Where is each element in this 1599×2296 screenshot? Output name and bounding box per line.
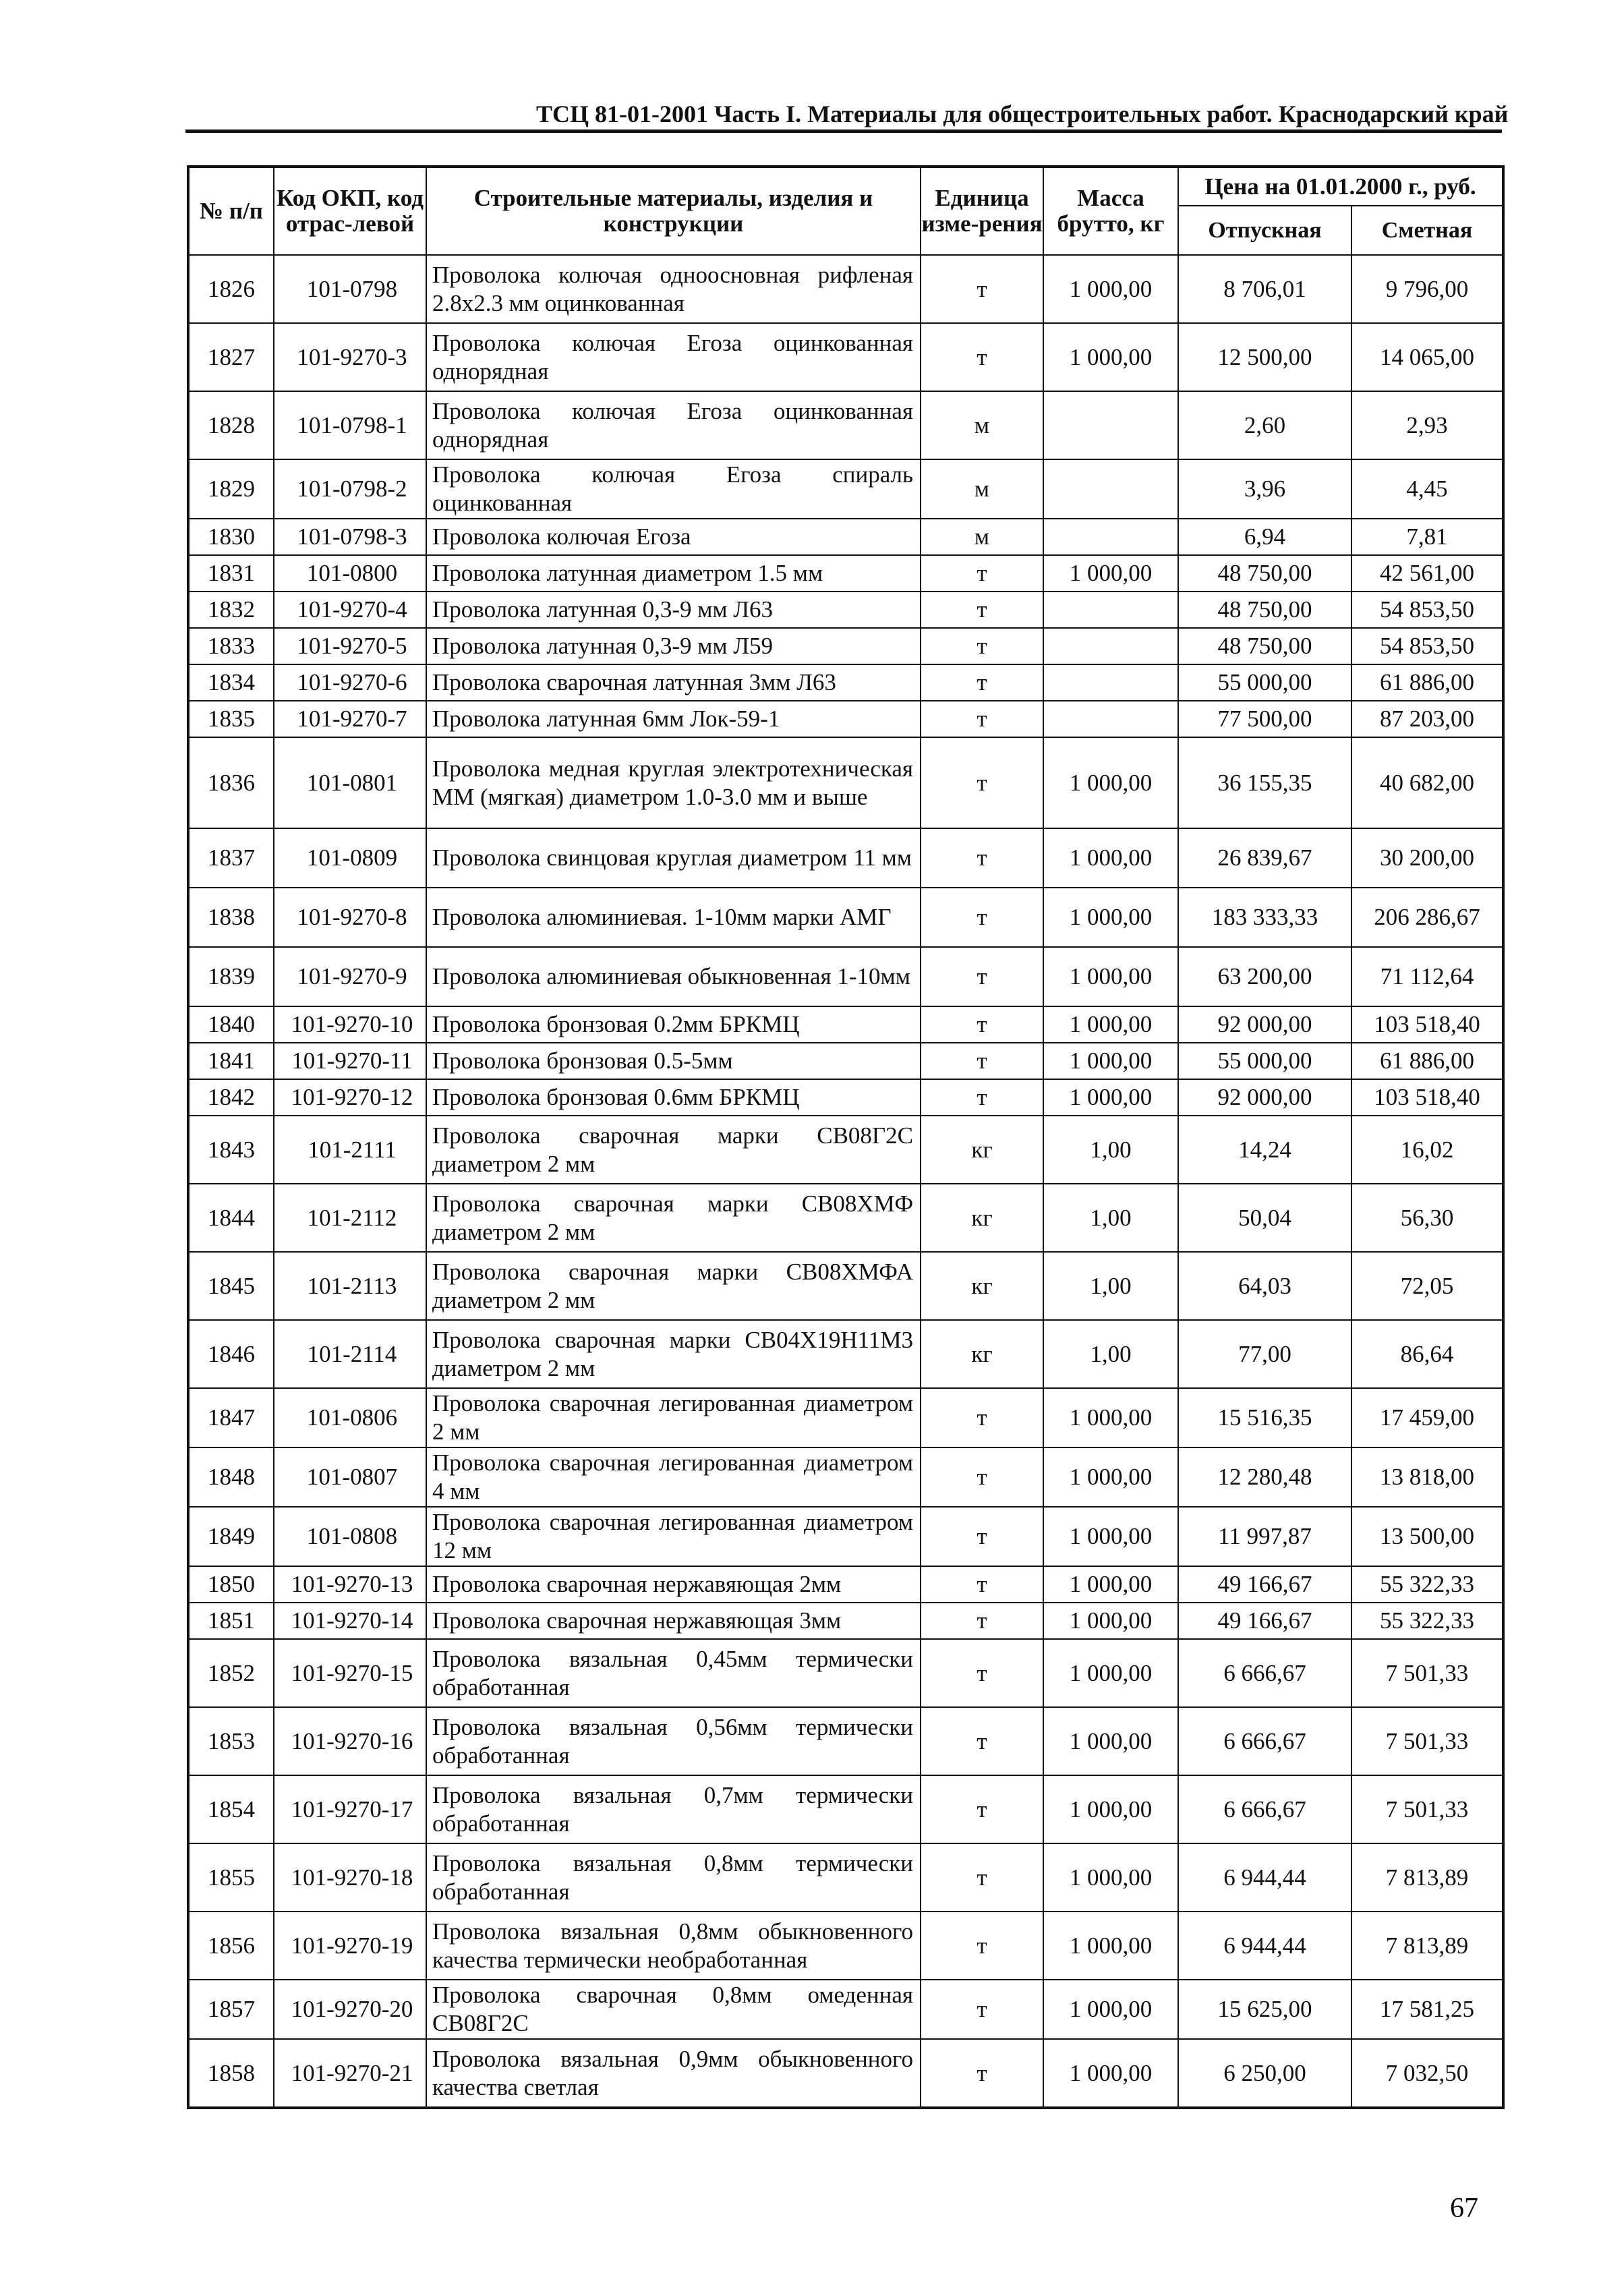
- row-mass: 1 000,00: [1043, 255, 1178, 323]
- row-mass: 1 000,00: [1043, 947, 1178, 1006]
- row-code: 101-0800: [274, 555, 426, 592]
- row-code: 101-2114: [274, 1320, 426, 1388]
- row-unit: т: [921, 888, 1043, 947]
- row-number: 1839: [188, 947, 274, 1006]
- row-unit: т: [921, 1843, 1043, 1912]
- row-mass: 1 000,00: [1043, 1006, 1178, 1043]
- row-unit: т: [921, 664, 1043, 701]
- row-name: Проволока алюминиевая обыкновенная 1-10мм: [426, 947, 921, 1006]
- table-row: [188, 519, 1503, 555]
- row-name: Проволока сварочная нержавяющая 3мм: [426, 1603, 921, 1639]
- row-mass: 1 000,00: [1043, 888, 1178, 947]
- row-mass: 1 000,00: [1043, 1043, 1178, 1079]
- row-mass: 1,00: [1043, 1116, 1178, 1184]
- row-unit: т: [921, 1603, 1043, 1639]
- row-number: 1847: [188, 1388, 274, 1447]
- row-price-estimate: 14 065,00: [1351, 323, 1503, 391]
- row-price-release: 92 000,00: [1178, 1006, 1351, 1043]
- row-number: 1850: [188, 1566, 274, 1603]
- table-row: [188, 1116, 1503, 1184]
- row-number: 1836: [188, 737, 274, 828]
- row-price-estimate: 71 112,64: [1351, 947, 1503, 1006]
- row-price-estimate: 7 501,33: [1351, 1707, 1503, 1775]
- row-code: 101-9270-3: [274, 323, 426, 391]
- row-unit: т: [921, 1507, 1043, 1566]
- table-row: [188, 592, 1503, 628]
- row-price-release: 6 250,00: [1178, 2039, 1351, 2108]
- row-unit: т: [921, 828, 1043, 888]
- row-price-estimate: 17 581,25: [1351, 1980, 1503, 2039]
- row-number: 1853: [188, 1707, 274, 1775]
- row-code: 101-9270-18: [274, 1843, 426, 1912]
- row-mass: [1043, 628, 1178, 664]
- row-number: 1854: [188, 1775, 274, 1843]
- row-price-estimate: 17 459,00: [1351, 1388, 1503, 1447]
- row-mass: 1 000,00: [1043, 1639, 1178, 1707]
- row-number: 1832: [188, 592, 274, 628]
- row-unit: м: [921, 391, 1043, 459]
- table-row: [188, 628, 1503, 664]
- row-code: 101-9270-9: [274, 947, 426, 1006]
- row-price-estimate: 55 322,33: [1351, 1566, 1503, 1603]
- table-row: [188, 1447, 1503, 1507]
- row-price-release: 49 166,67: [1178, 1566, 1351, 1603]
- col-header-unit: Единица изме-рения: [921, 167, 1043, 255]
- row-name: Проволока вязальная 0,7мм термически обработанная: [426, 1775, 921, 1843]
- table-row: [188, 1603, 1503, 1639]
- row-price-estimate: 206 286,67: [1351, 888, 1503, 947]
- row-unit: кг: [921, 1184, 1043, 1252]
- row-mass: 1,00: [1043, 1320, 1178, 1388]
- table-row: [188, 1912, 1503, 1980]
- row-number: 1831: [188, 555, 274, 592]
- col-header-price-estimate: Сметная: [1351, 206, 1503, 255]
- row-name: Проволока сварочная легированная диаметром 12 мм: [426, 1507, 921, 1566]
- row-code: 101-0798-1: [274, 391, 426, 459]
- row-price-estimate: 54 853,50: [1351, 592, 1503, 628]
- row-number: 1827: [188, 323, 274, 391]
- row-mass: 1 000,00: [1043, 1912, 1178, 1980]
- row-name: Проволока сварочная легированная диаметром 2 мм: [426, 1388, 921, 1447]
- row-mass: [1043, 701, 1178, 737]
- row-name: Проволока бронзовая 0.6мм БРКМЦ: [426, 1079, 921, 1116]
- row-number: 1841: [188, 1043, 274, 1079]
- table-row: [188, 1184, 1503, 1252]
- row-number: 1842: [188, 1079, 274, 1116]
- row-name: Проволока сварочная марки СВ08Г2С диаметром 2 мм: [426, 1116, 921, 1184]
- row-mass: 1,00: [1043, 1252, 1178, 1320]
- row-number: 1845: [188, 1252, 274, 1320]
- row-code: 101-2111: [274, 1116, 426, 1184]
- row-price-release: 14,24: [1178, 1116, 1351, 1184]
- row-price-release: 48 750,00: [1178, 592, 1351, 628]
- table-row: [188, 323, 1503, 391]
- row-unit: т: [921, 1912, 1043, 1980]
- row-price-release: 77,00: [1178, 1320, 1351, 1388]
- col-header-price-group: Цена на 01.01.2000 г., руб.: [1178, 167, 1503, 206]
- row-mass: 1 000,00: [1043, 1843, 1178, 1912]
- col-header-code: Код ОКП, код отрас-левой: [274, 167, 426, 255]
- row-code: 101-9270-15: [274, 1639, 426, 1707]
- row-unit: м: [921, 459, 1043, 519]
- table-row: [188, 255, 1503, 323]
- row-code: 101-0798-2: [274, 459, 426, 519]
- row-price-release: 6,94: [1178, 519, 1351, 555]
- table-row: [188, 828, 1503, 888]
- row-unit: т: [921, 1639, 1043, 1707]
- header-rule: [185, 130, 1502, 133]
- row-mass: [1043, 391, 1178, 459]
- table-row: [188, 1639, 1503, 1707]
- row-name: Проволока бронзовая 0.2мм БРКМЦ: [426, 1006, 921, 1043]
- row-price-release: 92 000,00: [1178, 1079, 1351, 1116]
- row-name: Проволока алюминиевая. 1-10мм марки АМГ: [426, 888, 921, 947]
- row-unit: т: [921, 1447, 1043, 1507]
- row-code: 101-0798: [274, 255, 426, 323]
- row-mass: 1 000,00: [1043, 1079, 1178, 1116]
- row-price-estimate: 103 518,40: [1351, 1079, 1503, 1116]
- row-price-release: 15 516,35: [1178, 1388, 1351, 1447]
- page-number: 67: [1450, 2193, 1478, 2224]
- row-name: Проволока латунная 0,3-9 мм Л59: [426, 628, 921, 664]
- row-price-release: 49 166,67: [1178, 1603, 1351, 1639]
- row-unit: т: [921, 555, 1043, 592]
- row-price-release: 64,03: [1178, 1252, 1351, 1320]
- row-unit: т: [921, 1043, 1043, 1079]
- row-price-estimate: 7 501,33: [1351, 1639, 1503, 1707]
- row-code: 101-0801: [274, 737, 426, 828]
- row-mass: 1 000,00: [1043, 1447, 1178, 1507]
- table-row: [188, 1006, 1503, 1043]
- row-price-estimate: 13 500,00: [1351, 1507, 1503, 1566]
- row-name: Проволока сварочная нержавяющая 2мм: [426, 1566, 921, 1603]
- row-price-estimate: 72,05: [1351, 1252, 1503, 1320]
- row-number: 1851: [188, 1603, 274, 1639]
- row-price-estimate: 87 203,00: [1351, 701, 1503, 737]
- row-price-release: 48 750,00: [1178, 555, 1351, 592]
- row-price-estimate: 55 322,33: [1351, 1603, 1503, 1639]
- row-mass: 1 000,00: [1043, 1775, 1178, 1843]
- row-number: 1826: [188, 255, 274, 323]
- row-unit: кг: [921, 1116, 1043, 1184]
- row-number: 1858: [188, 2039, 274, 2108]
- row-price-release: 15 625,00: [1178, 1980, 1351, 2039]
- row-unit: м: [921, 519, 1043, 555]
- row-mass: 1 000,00: [1043, 2039, 1178, 2108]
- row-price-release: 2,60: [1178, 391, 1351, 459]
- row-unit: т: [921, 592, 1043, 628]
- table-row: [188, 1843, 1503, 1912]
- row-mass: 1 000,00: [1043, 555, 1178, 592]
- row-price-estimate: 7 813,89: [1351, 1843, 1503, 1912]
- row-price-release: 36 155,35: [1178, 737, 1351, 828]
- row-price-release: 6 944,44: [1178, 1843, 1351, 1912]
- table-row: [188, 2039, 1503, 2108]
- row-price-release: 26 839,67: [1178, 828, 1351, 888]
- row-mass: 1 000,00: [1043, 1507, 1178, 1566]
- row-code: 101-9270-17: [274, 1775, 426, 1843]
- row-price-release: 6 666,67: [1178, 1775, 1351, 1843]
- row-price-estimate: 61 886,00: [1351, 664, 1503, 701]
- row-name: Проволока медная круглая электротехническая ММ (мягкая) диаметром 1.0-3.0 мм и выше: [426, 737, 921, 828]
- row-number: 1852: [188, 1639, 274, 1707]
- row-price-release: 8 706,01: [1178, 255, 1351, 323]
- row-price-estimate: 2,93: [1351, 391, 1503, 459]
- row-name: Проволока сварочная марки СВ08ХМФА диаметром 2 мм: [426, 1252, 921, 1320]
- row-code: 101-9270-4: [274, 592, 426, 628]
- row-mass: 1 000,00: [1043, 1388, 1178, 1447]
- table-row: [188, 1252, 1503, 1320]
- table-row: [188, 947, 1503, 1006]
- row-number: 1835: [188, 701, 274, 737]
- table-row: [188, 1507, 1503, 1566]
- row-code: 101-0806: [274, 1388, 426, 1447]
- row-mass: 1 000,00: [1043, 737, 1178, 828]
- row-mass: 1 000,00: [1043, 828, 1178, 888]
- row-name: Проволока вязальная 0,56мм термически обработанная: [426, 1707, 921, 1775]
- row-price-estimate: 40 682,00: [1351, 737, 1503, 828]
- row-name: Проволока латунная диаметром 1.5 мм: [426, 555, 921, 592]
- row-price-estimate: 7 501,33: [1351, 1775, 1503, 1843]
- row-price-release: 55 000,00: [1178, 664, 1351, 701]
- row-code: 101-9270-8: [274, 888, 426, 947]
- col-header-number: № п/п: [188, 167, 274, 255]
- table-row: [188, 391, 1503, 459]
- table-row: [188, 1043, 1503, 1079]
- row-number: 1828: [188, 391, 274, 459]
- row-mass: 1 000,00: [1043, 1566, 1178, 1603]
- row-price-estimate: 7,81: [1351, 519, 1503, 555]
- row-code: 101-9270-21: [274, 2039, 426, 2108]
- row-number: 1855: [188, 1843, 274, 1912]
- table-row: [188, 1566, 1503, 1603]
- row-price-estimate: 9 796,00: [1351, 255, 1503, 323]
- table-row: [188, 701, 1503, 737]
- row-code: 101-0808: [274, 1507, 426, 1566]
- table-row: [188, 737, 1503, 828]
- row-mass: [1043, 664, 1178, 701]
- row-name: Проволока колючая одноосновная рифленая 2.8х2.3 мм оцинкованная: [426, 255, 921, 323]
- row-number: 1833: [188, 628, 274, 664]
- row-name: Проволока колючая Егоза: [426, 519, 921, 555]
- row-code: 101-9270-5: [274, 628, 426, 664]
- row-price-release: 6 666,67: [1178, 1639, 1351, 1707]
- table-row: [188, 459, 1503, 519]
- row-name: Проволока латунная 6мм Лок-59-1: [426, 701, 921, 737]
- row-code: 101-2113: [274, 1252, 426, 1320]
- row-code: 101-0809: [274, 828, 426, 888]
- row-number: 1830: [188, 519, 274, 555]
- row-mass: [1043, 519, 1178, 555]
- row-name: Проволока сварочная легированная диаметром 4 мм: [426, 1447, 921, 1507]
- row-number: 1840: [188, 1006, 274, 1043]
- row-price-estimate: 103 518,40: [1351, 1006, 1503, 1043]
- table-row: [188, 664, 1503, 701]
- row-unit: кг: [921, 1320, 1043, 1388]
- row-code: 101-9270-7: [274, 701, 426, 737]
- table-row: [188, 1707, 1503, 1775]
- row-price-release: 12 280,48: [1178, 1447, 1351, 1507]
- row-number: 1838: [188, 888, 274, 947]
- row-name: Проволока свинцовая круглая диаметром 11 мм: [426, 828, 921, 888]
- row-price-estimate: 61 886,00: [1351, 1043, 1503, 1079]
- row-unit: т: [921, 1566, 1043, 1603]
- row-mass: 1,00: [1043, 1184, 1178, 1252]
- row-name: Проволока вязальная 0,8мм обыкновенного качества термически необработанная: [426, 1912, 921, 1980]
- table-body: [188, 255, 1503, 2108]
- row-price-estimate: 42 561,00: [1351, 555, 1503, 592]
- row-price-estimate: 54 853,50: [1351, 628, 1503, 664]
- row-code: 101-9270-13: [274, 1566, 426, 1603]
- row-name: Проволока вязальная 0,8мм термически обработанная: [426, 1843, 921, 1912]
- row-code: 101-9270-20: [274, 1980, 426, 2039]
- row-number: 1834: [188, 664, 274, 701]
- row-price-release: 50,04: [1178, 1184, 1351, 1252]
- row-unit: т: [921, 947, 1043, 1006]
- row-code: 101-9270-10: [274, 1006, 426, 1043]
- row-number: 1843: [188, 1116, 274, 1184]
- row-price-release: 48 750,00: [1178, 628, 1351, 664]
- row-price-release: 77 500,00: [1178, 701, 1351, 737]
- row-name: Проволока латунная 0,3-9 мм Л63: [426, 592, 921, 628]
- row-price-release: 12 500,00: [1178, 323, 1351, 391]
- table-row: [188, 555, 1503, 592]
- table-row: [188, 1079, 1503, 1116]
- price-table: [187, 165, 1505, 2109]
- row-mass: [1043, 592, 1178, 628]
- col-header-mass: Масса брутто, кг: [1043, 167, 1178, 255]
- row-unit: т: [921, 2039, 1043, 2108]
- row-unit: т: [921, 1006, 1043, 1043]
- row-name: Проволока колючая Егоза спираль оцинкованная: [426, 459, 921, 519]
- row-price-release: 55 000,00: [1178, 1043, 1351, 1079]
- row-mass: 1 000,00: [1043, 1707, 1178, 1775]
- table-row: [188, 1320, 1503, 1388]
- row-unit: т: [921, 1388, 1043, 1447]
- row-number: 1848: [188, 1447, 274, 1507]
- row-unit: т: [921, 701, 1043, 737]
- row-price-release: 3,96: [1178, 459, 1351, 519]
- row-number: 1837: [188, 828, 274, 888]
- row-unit: т: [921, 323, 1043, 391]
- table-row: [188, 1388, 1503, 1447]
- table-row: [188, 888, 1503, 947]
- row-price-estimate: 4,45: [1351, 459, 1503, 519]
- col-header-name: Строительные материалы, изделия и конструкции: [426, 167, 921, 255]
- row-code: 101-9270-12: [274, 1079, 426, 1116]
- row-price-release: 11 997,87: [1178, 1507, 1351, 1566]
- row-unit: т: [921, 628, 1043, 664]
- row-name: Проволока колючая Егоза оцинкованная однорядная: [426, 391, 921, 459]
- row-price-estimate: 7 813,89: [1351, 1912, 1503, 1980]
- table-row: [188, 1980, 1503, 2039]
- row-unit: т: [921, 1079, 1043, 1116]
- row-price-estimate: 13 818,00: [1351, 1447, 1503, 1507]
- row-name: Проволока колючая Егоза оцинкованная однорядная: [426, 323, 921, 391]
- row-name: Проволока вязальная 0,45мм термически обработанная: [426, 1639, 921, 1707]
- row-code: 101-9270-16: [274, 1707, 426, 1775]
- row-name: Проволока вязальная 0,9мм обыкновенного качества светлая: [426, 2039, 921, 2108]
- row-name: Проволока сварочная 0,8мм омеденная СВ08Г2С: [426, 1980, 921, 2039]
- row-price-estimate: 86,64: [1351, 1320, 1503, 1388]
- row-number: 1849: [188, 1507, 274, 1566]
- row-name: Проволока сварочная марки СВ04Х19Н11М3 диаметром 2 мм: [426, 1320, 921, 1388]
- table-row: [188, 1775, 1503, 1843]
- row-price-release: 63 200,00: [1178, 947, 1351, 1006]
- row-price-estimate: 56,30: [1351, 1184, 1503, 1252]
- row-price-release: 6 944,44: [1178, 1912, 1351, 1980]
- row-price-release: 6 666,67: [1178, 1707, 1351, 1775]
- row-unit: т: [921, 737, 1043, 828]
- row-unit: кг: [921, 1252, 1043, 1320]
- row-code: 101-0807: [274, 1447, 426, 1507]
- row-unit: т: [921, 1980, 1043, 2039]
- row-number: 1846: [188, 1320, 274, 1388]
- row-price-release: 183 333,33: [1178, 888, 1351, 947]
- row-code: 101-9270-19: [274, 1912, 426, 1980]
- row-number: 1844: [188, 1184, 274, 1252]
- row-unit: т: [921, 1707, 1043, 1775]
- document-header: ТСЦ 81-01-2001 Часть I. Материалы для общестроительных работ. Краснодарский край: [536, 101, 1509, 127]
- row-number: 1856: [188, 1912, 274, 1980]
- row-code: 101-2112: [274, 1184, 426, 1252]
- row-number: 1829: [188, 459, 274, 519]
- row-mass: 1 000,00: [1043, 1603, 1178, 1639]
- row-unit: т: [921, 255, 1043, 323]
- row-unit: т: [921, 1775, 1043, 1843]
- row-code: 101-9270-14: [274, 1603, 426, 1639]
- row-mass: 1 000,00: [1043, 323, 1178, 391]
- row-code: 101-9270-11: [274, 1043, 426, 1079]
- row-name: Проволока сварочная марки СВ08ХМФ диаметром 2 мм: [426, 1184, 921, 1252]
- row-name: Проволока бронзовая 0.5-5мм: [426, 1043, 921, 1079]
- row-name: Проволока сварочная латунная 3мм Л63: [426, 664, 921, 701]
- row-mass: 1 000,00: [1043, 1980, 1178, 2039]
- row-code: 101-9270-6: [274, 664, 426, 701]
- row-number: 1857: [188, 1980, 274, 2039]
- row-price-estimate: 16,02: [1351, 1116, 1503, 1184]
- row-code: 101-0798-3: [274, 519, 426, 555]
- row-price-estimate: 30 200,00: [1351, 828, 1503, 888]
- row-mass: [1043, 459, 1178, 519]
- col-header-price-release: Отпускная: [1178, 206, 1351, 255]
- row-price-estimate: 7 032,50: [1351, 2039, 1503, 2108]
